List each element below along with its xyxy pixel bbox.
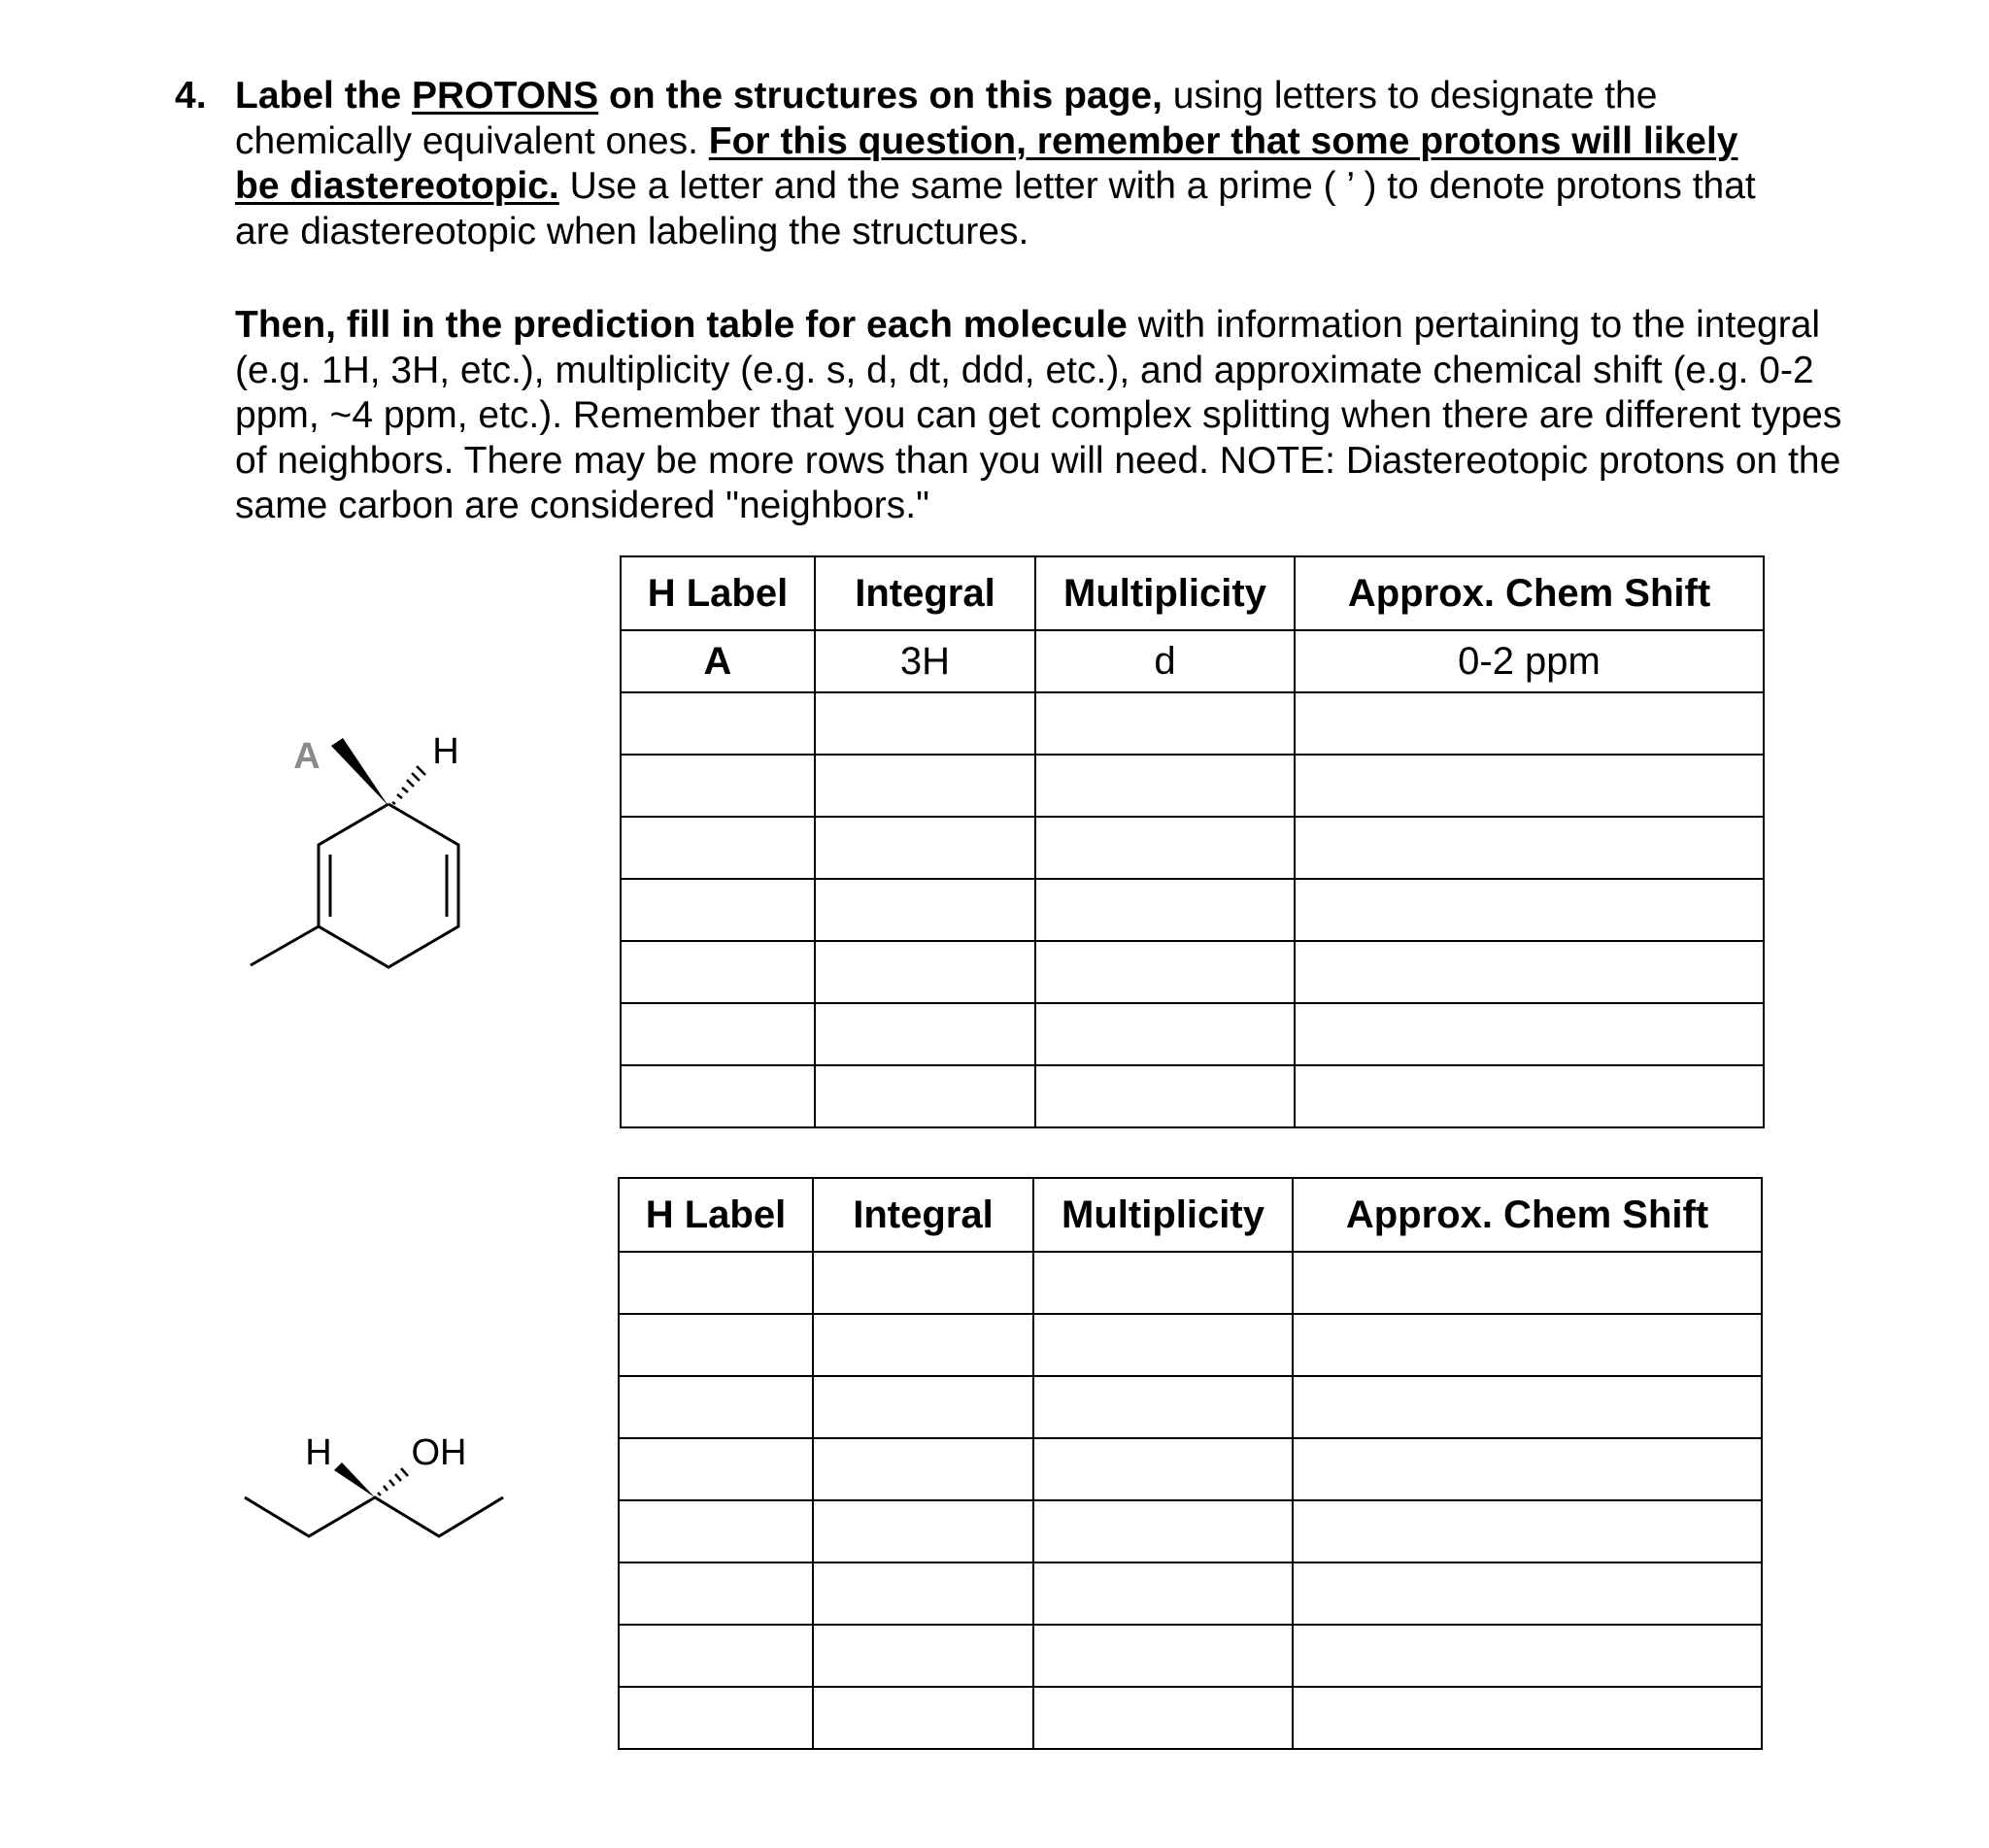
table-row <box>619 1376 1762 1438</box>
table-cell[interactable] <box>1035 817 1295 879</box>
table-cell[interactable] <box>1295 1003 1764 1065</box>
instructions-bold: Then, fill in the prediction table for each molecule <box>235 304 1128 346</box>
table-row <box>621 755 1764 817</box>
example-h-label[interactable]: A <box>621 630 815 692</box>
table-cell[interactable] <box>621 941 815 1003</box>
table-cell[interactable] <box>813 1314 1033 1376</box>
carbon-chain <box>245 1497 503 1536</box>
header-chem-shift: Approx. Chem Shift <box>1295 556 1764 630</box>
label-a: A <box>293 736 320 777</box>
table-cell[interactable] <box>619 1625 813 1687</box>
table-cell[interactable] <box>1035 879 1295 941</box>
table-cell[interactable] <box>1035 941 1295 1003</box>
wedge-bond <box>331 738 388 806</box>
table-row <box>619 1252 1762 1314</box>
table-cell[interactable] <box>1293 1687 1762 1749</box>
table-row <box>621 1003 1764 1065</box>
table-cell[interactable] <box>621 1003 815 1065</box>
table-cell[interactable] <box>621 817 815 879</box>
table-cell[interactable] <box>621 879 815 941</box>
table-cell[interactable] <box>621 692 815 755</box>
prediction-table-1 <box>620 555 1765 1128</box>
prediction-table-2 <box>618 1177 1763 1750</box>
table-row <box>621 1065 1764 1127</box>
table-cell[interactable] <box>1033 1625 1293 1687</box>
table-header-row <box>619 1178 1762 1252</box>
question-normal-3: Use a letter and the same letter with a prime ( ’ ) to denote protons that <box>558 165 1756 207</box>
table-cell[interactable] <box>1295 1065 1764 1127</box>
hashed-bond <box>392 766 425 804</box>
table-cell[interactable] <box>1035 692 1295 755</box>
table-cell[interactable] <box>1293 1625 1762 1687</box>
table-cell[interactable] <box>1035 1003 1295 1065</box>
table-cell[interactable] <box>1293 1562 1762 1625</box>
table-cell[interactable] <box>813 1625 1033 1687</box>
table-cell[interactable] <box>1033 1376 1293 1438</box>
table-row <box>621 879 1764 941</box>
example-integral[interactable]: 3H <box>815 630 1035 692</box>
header-h-label: H Label <box>619 1178 813 1252</box>
table-cell[interactable] <box>619 1438 813 1500</box>
label-h-1: H <box>432 731 459 772</box>
table-row <box>621 692 1764 755</box>
table-cell[interactable] <box>1293 1252 1762 1314</box>
table-cell[interactable] <box>815 941 1035 1003</box>
table-row <box>621 941 1764 1003</box>
table-row <box>619 1687 1762 1749</box>
table-cell[interactable] <box>1035 1065 1295 1127</box>
instructions-normal: with information pertaining to the integral (e.g. 1H, 3H, etc.), multiplicity (e.g. s, d, dt, ddd, etc.), and approximate chemical shift (e.g. 0-2 ppm, ~4 ppm, etc.). Remember that you can get complex splitting when there are different types of neighbors. There may be more rows than you will need. NOTE: Diastereotopic protons on the same carbon are considered "neighbors." <box>235 304 1842 526</box>
table-row <box>621 817 1764 879</box>
table-row <box>619 1438 1762 1500</box>
table-cell[interactable] <box>813 1500 1033 1562</box>
hashed-bond-2 <box>378 1468 408 1495</box>
table-cell[interactable] <box>1033 1438 1293 1500</box>
table-cell[interactable] <box>1033 1252 1293 1314</box>
diastereotopic-note-1: For this question, remember that some protons will likely <box>708 119 1738 162</box>
table-cell[interactable] <box>813 1687 1033 1749</box>
table-row <box>621 630 1764 692</box>
table-cell[interactable] <box>1293 1314 1762 1376</box>
header-multiplicity: Multiplicity <box>1033 1178 1293 1252</box>
table-header-row <box>621 556 1764 630</box>
table-cell[interactable] <box>815 817 1035 879</box>
question-lead: Label the <box>235 75 413 117</box>
table-cell[interactable] <box>619 1500 813 1562</box>
table-cell[interactable] <box>1295 755 1764 817</box>
question-bold-rest: on the structures on this page, <box>598 75 1163 117</box>
table-row <box>619 1562 1762 1625</box>
table-cell[interactable] <box>1033 1687 1293 1749</box>
header-integral: Integral <box>813 1178 1033 1252</box>
table-cell[interactable] <box>815 1003 1035 1065</box>
table-cell[interactable] <box>813 1438 1033 1500</box>
question-line-4 <box>175 210 1845 255</box>
table-cell[interactable] <box>621 755 815 817</box>
table-cell[interactable] <box>619 1252 813 1314</box>
example-multiplicity[interactable]: d <box>1035 630 1295 692</box>
example-chem-shift[interactable]: 0-2 ppm <box>1295 630 1764 692</box>
table-cell[interactable] <box>1035 755 1295 817</box>
label-h-2: H <box>305 1432 332 1473</box>
table-cell[interactable] <box>1293 1500 1762 1562</box>
table-row <box>619 1500 1762 1562</box>
header-chem-shift: Approx. Chem Shift <box>1293 1178 1762 1252</box>
cyclohexadiene-ring <box>251 804 458 967</box>
label-oh: OH <box>411 1432 467 1473</box>
instructions-paragraph <box>235 303 1847 529</box>
table-cell[interactable] <box>1295 879 1764 941</box>
table-cell[interactable] <box>815 755 1035 817</box>
table-row <box>619 1625 1762 1687</box>
question-normal-2: chemically equivalent ones. <box>235 119 709 162</box>
table-cell[interactable] <box>1033 1500 1293 1562</box>
header-h-label: H Label <box>621 556 815 630</box>
header-integral: Integral <box>815 556 1035 630</box>
table-cell[interactable] <box>815 1065 1035 1127</box>
table-cell[interactable] <box>1295 692 1764 755</box>
table-cell[interactable] <box>619 1314 813 1376</box>
question-line-3 <box>175 164 1845 210</box>
question-line-2 <box>175 119 1845 165</box>
table-cell[interactable] <box>815 879 1035 941</box>
table-cell[interactable] <box>1293 1438 1762 1500</box>
table-cell[interactable] <box>619 1562 813 1625</box>
protons-term: PROTONS <box>412 75 599 117</box>
wedge-bond-2 <box>334 1462 375 1497</box>
table-cell[interactable] <box>1295 941 1764 1003</box>
table-cell[interactable] <box>1293 1376 1762 1438</box>
table-cell[interactable] <box>815 692 1035 755</box>
table-cell[interactable] <box>619 1687 813 1749</box>
table-row <box>619 1314 1762 1376</box>
diastereotopic-note-2: be diastereotopic. <box>235 165 559 207</box>
table-cell[interactable] <box>621 1065 815 1127</box>
table-cell[interactable] <box>813 1252 1033 1314</box>
question-line-1 <box>175 74 1845 119</box>
header-multiplicity: Multiplicity <box>1035 556 1295 630</box>
table-cell[interactable] <box>1033 1314 1293 1376</box>
question-normal-4: are diastereotopic when labeling the structures. <box>235 210 1029 252</box>
question-number: 4. <box>175 75 207 117</box>
question-block <box>175 74 1845 254</box>
table-cell[interactable] <box>1033 1562 1293 1625</box>
table-cell[interactable] <box>813 1376 1033 1438</box>
question-normal-1: using letters to designate the <box>1162 75 1658 117</box>
table-cell[interactable] <box>813 1562 1033 1625</box>
table-cell[interactable] <box>619 1376 813 1438</box>
table-cell[interactable] <box>1295 817 1764 879</box>
